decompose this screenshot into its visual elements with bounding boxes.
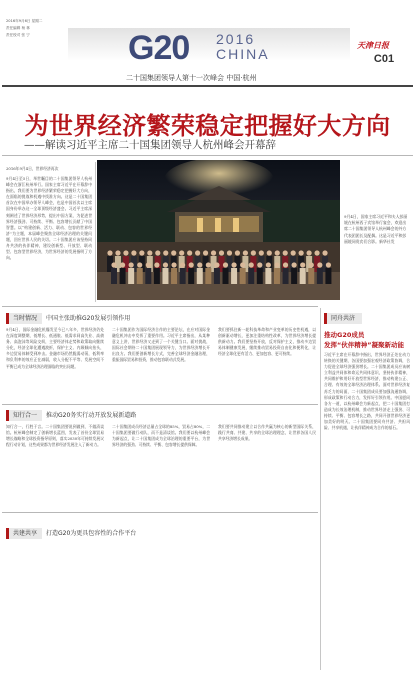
person-head [300,262,305,267]
masthead [0,0,415,82]
section-2-col-3: 我们要共同推动建立以合作共赢为核心的新型国际关系，践行共商、共建、共享的全球治理理念，让世界各国人民共享经济增长成果。 [218,424,316,442]
person-head [120,262,125,267]
person-head [291,250,296,255]
right-column-divider [320,308,321,670]
person-head [231,262,236,267]
person-head [189,262,194,267]
person-head [179,250,184,255]
person-figure [214,268,220,284]
person-head [171,262,176,267]
person-head [249,262,254,267]
group-photo [97,160,340,300]
person-head [259,250,264,255]
person-figure [180,268,186,284]
proofreader-line: 责任校对 张 宁 [6,33,30,37]
subheadline: ——解读习近平主席二十国集团领导人杭州峰会开幕辞 [24,139,276,151]
person-head [195,250,200,255]
person-figure [240,268,246,284]
person-figure [265,268,271,284]
person-head [223,262,228,267]
right-column-tag: 同舟共济 [324,313,362,324]
person-head [243,250,248,255]
person-head [235,250,240,255]
lead-article-body: 9月4日至5日，举世瞩目的二十国集团领导人杭州峰会在浙江杭州举行。国家主席习近平在开幕辞中指出，我们要为世界经济繁荣稳定把握好大方向，在面临的挑战和机遇中找准方向。这是二十国集团首次在中国举办领导人峰会，也是中国首次以主席国身份举办这一全球顶级经济盛会。习近平主席深刻阐述了世界经济形势，提出中国方案，为促进世界经济强劲、可持续、平衡、包容增长贡献了中国智慧。以“构建创新、活力、联动、包容的世界经济”为主题，本届峰会聚焦全球经济治理的关键问题，回应世界人民的关切。二十国集团应该坚持同舟共济的伙伴精神，建设创新型、开放型、联动型、包容型世界经济，为世界经济的发展指明了方向。 [6,176,92,261]
person-head [123,250,128,255]
person-head [266,262,271,267]
person-figure [162,268,168,284]
section-rule-3 [2,512,318,513]
person-head [139,250,144,255]
person-head [146,262,151,267]
person-head [307,250,312,255]
summit-line: 二十国集团领导人第十一次峰会 中国·杭州 [126,74,257,82]
section-2-col-2: 二十国集团成员经济总量占全球的85%，贸易占80%，二十国集团要做行动队，而不是清谈馆。我们要以杭州峰会为新起点，让二十国集团成为全球治理的重要平台，为世界经济的强劲、可持续、平衡、包容增长提供保障。 [112,424,210,448]
section-2-tag: 知行合一 [6,410,42,421]
person-figure [188,268,194,284]
person-head [147,250,152,255]
page-code: C01 [373,53,395,65]
person-figure [111,268,117,284]
newspaper-logo: 天津日报 [357,40,389,50]
person-head [214,262,219,267]
g20-logo-text: G20 [128,29,190,67]
person-head [227,250,232,255]
editor-line: 责任编辑 杨 林 [6,26,30,30]
person-head [211,250,216,255]
person-head [155,250,160,255]
section-2-title: 推动G20务实行动开放发展新道路 [46,412,137,419]
person-figure [248,268,254,284]
person-head [274,262,279,267]
person-head [283,250,288,255]
person-head [111,262,116,267]
person-figure [283,268,289,284]
person-head [107,250,112,255]
section-3-title: 打造G20为更具包容性的合作平台 [46,530,137,537]
person-head [314,250,319,255]
person-head [251,250,256,255]
section-1-col-1: 9月4日，国际金融危机爆发至今已八年多，世界经济仍处在深度调整期，低增长、低通胀、低需求同高失业、高债务、高泡沫等风险交织，主要经济体走势和政策取向继续分化，经济全球化遭遇波折，保护主义、内顾倾向抬头，多边贸易体制受到冲击。金融市场仍然脆弱动荡，低利率和负利率的效应正在减弱，收入分配不平等、发展空间不平衡已成为全球经济治理面临的突出问题。 [6,327,104,369]
person-figure [274,268,280,284]
person-figure [231,268,237,284]
person-figure [308,268,314,284]
person-head [163,262,168,267]
person-head [299,250,304,255]
person-head [309,262,314,267]
g20-year-text: 2016 [216,31,256,47]
person-figure [120,268,126,284]
right-column-body: 习近平主席在开幕辞中指出，世界经济正处在动力转换的关键期，各国要加强宏观经济政策协调，合力促进全球经济强劲增长。二十国集团成员应该树立利益共同体和命运共同体意识，坚持伙伴精神，共同维护和用好开放型世界经济，推动构建公正、合理、有效的全球经济治理体系。面对世界经济复苏乏力的局面，二十国集团成员要加强沟通协调，形成政策和行动合力，发挥好引领作用。中国愿同各方一道，以杭州峰会为新起点，把二十国集团打造成为长效治理机制，推动世界经济走上强劲、可持续、平衡、包容增长之路，共同开创世界经济更加美好的明天。二十国集团要同舟共济、共担风险、共享机遇，让伙伴精神成为合作的基石。 [324,352,410,431]
date-line: 2016年9月6日 星期二 [6,19,43,23]
person-head [283,262,288,267]
lead-dateline: 2016年9月4日，世界经济再次 [6,166,59,171]
person-figure [205,268,211,284]
photo-caption: 9月4日，国家主席习近平和夫人彭丽媛在杭州西子宾馆举行宴会，欢迎出席二十国集团领导人杭州峰会的外方代表团团长及配偶。这是习近平和彭丽媛同贵宾们合影。新华社发 [344,214,408,244]
person-figure [223,268,229,284]
person-head [292,262,297,267]
section-1-title: 中国主张助推G20发展引领作用 [46,315,131,322]
photo-scene [97,160,340,300]
person-head [322,250,327,255]
person-head [163,250,168,255]
person-head [275,250,280,255]
section-1-tag: 当时情况 [6,313,42,324]
person-figure [197,268,203,284]
person-head [203,250,208,255]
section-rule-2 [2,404,318,405]
person-head [219,250,224,255]
person-head [171,250,176,255]
person-figure [291,268,297,284]
g20-host-text: CHINA [216,46,270,62]
section-3-tag: 共建共享 [6,528,42,539]
person-figure [171,268,177,284]
section-1-col-2: 二十国集团作为国际经济合作的主要论坛，在应对国际金融危机冲击中发挥了重要作用。习近平主席指出，从某种意义上讲，世界经济又走到了一个关键当口。面对挑战，国际社会期待二十国集团展现领导力，为世界经济增长开出良方。我们要创新增长方式，完善全球经济金融治理，重振国际贸易和投资，推动包容联动式发展。 [112,327,210,363]
person-head [197,262,202,267]
person-head [267,250,272,255]
person-figure [317,268,323,284]
person-head [180,262,185,267]
masthead-rule [2,85,413,87]
person-head [187,250,192,255]
section-1-col-3: 我们要抓住新一轮科技革命和产业变革的历史性机遇，以创新驱动增长，更加注重结构性改革，为世界经济增长提供新动力。我们要坚持开放，反对保护主义，推动多边贸易体制健康发展，继续推动贸易投资自由化和便利化，让经济全球化更有活力、更加包容、更可持续。 [218,327,316,357]
person-head [257,262,262,267]
person-head [115,250,120,255]
person-figure [325,268,331,284]
person-figure [128,268,134,284]
person-head [240,262,245,267]
person-figure [300,268,306,284]
person-head [131,250,136,255]
right-column-title-2: 发挥“伙伴精神”凝聚新动能 [324,341,405,349]
person-head [129,262,134,267]
section-2-col-1: 知行合一，行胜于言。二十国集团要说到做到，不做清谈馆。杭州峰会制定了创新增长蓝图，发表了首份全球贸易增长战略和全球投资指导原则，落实2030年可持续发展议程行动计划，这些成果都为世界经济发展注入了新动力。 [6,424,104,448]
section-rule-1 [2,306,318,307]
person-figure [137,268,143,284]
headline: 为世界经济繁荣稳定把握好大方向 [24,111,391,140]
person-head [206,262,211,267]
person-head [137,262,142,267]
person-head [317,262,322,267]
headline-rule [2,155,413,156]
person-figure [154,268,160,284]
person-head [326,262,331,267]
column-divider [95,162,96,302]
right-column-title-1: 推动G20成员 [324,331,365,339]
person-figure [257,268,263,284]
person-figure [145,268,151,284]
person-head [154,262,159,267]
